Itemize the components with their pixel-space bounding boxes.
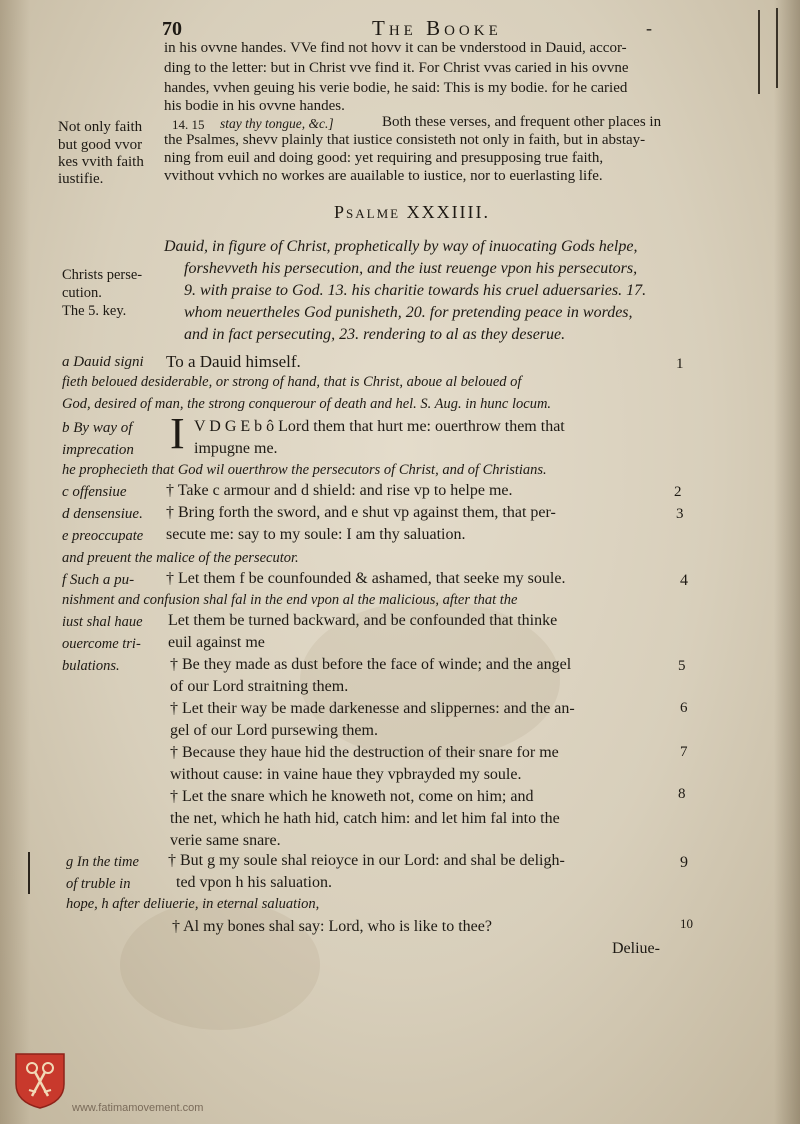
- margin-note-faith: Not only faith: [58, 119, 143, 135]
- note-h: hope, h after deliuerie, in eternal saluation,: [66, 896, 320, 912]
- verse-number: 5: [678, 658, 686, 674]
- page-number: 70: [162, 18, 182, 40]
- verse-line: Let them be turned backward, and be confounded that thinke: [168, 612, 558, 629]
- verse-number: 10: [680, 916, 693, 931]
- verse-line: † Let their way be made darkenesse and slippernes: and the an-: [170, 700, 575, 717]
- page-spine-right: [774, 0, 800, 1124]
- argument-margin: cution.: [62, 285, 102, 301]
- fatima-movement-logo: [14, 1052, 66, 1110]
- psalm-title: Psalme XXXIIII.: [334, 202, 491, 222]
- verse-line: † But g my soule shal reioyce in our Lord: and shal be deligh-: [168, 852, 565, 869]
- top-text-line: his bodie in his ovvne handes.: [164, 98, 345, 114]
- verse-line: † Bring forth the sword, and e shut vp against them, that per-: [166, 504, 556, 521]
- verse-number: 9: [680, 854, 688, 871]
- note-line: Both these verses, and frequent other places in: [382, 114, 662, 130]
- verse-line: † Because they haue hid the destruction of their snare for me: [170, 744, 559, 761]
- note-f: nishment and confusion shal fal in the end vpon al the malicious, after that the: [62, 592, 518, 608]
- margin-note-b: b By way of: [62, 420, 133, 436]
- argument-margin: Christs perse-: [62, 267, 143, 283]
- top-text-line: handes, vvhen geuing his verie bodie, he said: This is my bodie. for he caried: [164, 80, 628, 96]
- verse-line: the net, which he hath hid, catch him: and let him fal into the: [170, 810, 560, 827]
- note-line: the Psalmes, shevv plainly that iustice consisteth not only in faith, but in abstay-: [164, 132, 646, 148]
- verse-number: 7: [680, 744, 688, 760]
- top-text-line: ding to the letter: but in Christ vve find it. For Christ vvas caried in his ovvne: [164, 60, 629, 76]
- verse-line: † Al my bones shal say: Lord, who is like to thee?: [172, 918, 492, 935]
- note-line: vvithout vvhich no workes are auailable to iustice, nor to euerlasting life.: [164, 168, 603, 184]
- margin-note-c: c offensiue: [62, 484, 127, 500]
- margin-note-g: g In the time: [66, 854, 139, 870]
- argument-margin: The 5. key.: [62, 303, 127, 319]
- verse-line: of our Lord straitning them.: [170, 678, 349, 695]
- verse-line: impugne me.: [194, 440, 278, 457]
- margin-pen-stroke: [28, 852, 30, 894]
- right-margin-rule: [758, 10, 760, 94]
- note-b: he prophecieth that God wil ouerthrow the persecutors of Christ, and of Christians.: [62, 462, 547, 478]
- verse-line: gel of our Lord pursewing them.: [170, 722, 378, 739]
- note-reference-text: stay thy tongue, &c.]: [220, 116, 334, 131]
- argument-line: forshevveth his persecution, and the iust reuenge vpon his persecutors,: [184, 260, 638, 277]
- note-a-line: God, desired of man, the strong conquerour of death and hel. S. Aug. in hunc locum.: [62, 396, 552, 412]
- margin-note-faith: kes vvith faith: [58, 154, 144, 170]
- footer-url[interactable]: www.fatimamovement.com: [72, 1102, 204, 1114]
- catchword: Deliue-: [612, 940, 660, 957]
- right-margin-rule-2: [776, 8, 778, 88]
- verse-number: 6: [680, 700, 688, 716]
- verse-number: 2: [674, 484, 682, 500]
- verse-number: 4: [680, 572, 688, 589]
- verse-line: † Let them f be counfounded & ashamed, that seeke my soule.: [166, 570, 566, 587]
- verse-number: 3: [676, 506, 684, 522]
- argument-line: whom neuertheles God punisheth, 20. for pretending peace in wordes,: [184, 304, 633, 321]
- verse-line: V D G E b ô Lord them that hurt me: ouerthrow them that: [194, 418, 565, 435]
- verse-line: euil against me: [168, 634, 265, 651]
- margin-note-f: f Such a pu-: [62, 572, 135, 588]
- page-shadow-left: [0, 0, 30, 1124]
- verse-line: secute me: say to my soule: I am thy saluation.: [166, 526, 466, 543]
- verse-number: 1: [676, 356, 684, 372]
- header-mark: -: [646, 18, 652, 38]
- margin-note-b: imprecation: [62, 442, 134, 458]
- note-reference: 14. 15: [172, 117, 205, 132]
- margin-note-d: d densensiue.: [62, 506, 143, 522]
- margin-note-a: a Dauid signi: [62, 354, 144, 370]
- keys-emblem-icon: [14, 1052, 66, 1110]
- margin-note-f-cont: ouercome tri-: [62, 636, 141, 652]
- margin-note-f-cont: bulations.: [62, 658, 120, 674]
- note-a-line: fieth beloued desiderable, or strong of hand, that is Christ, aboue al beloued of: [62, 374, 522, 390]
- verse-line: verie same snare.: [170, 832, 281, 849]
- verse-line: † Take c armour and d shield: and rise vp to helpe me.: [166, 482, 513, 499]
- verse-line: † Be they made as dust before the face of winde; and the angel: [170, 656, 572, 673]
- margin-note-g-cont: of truble in: [66, 876, 131, 892]
- running-title: The Booke: [372, 16, 502, 40]
- argument-line: 9. with praise to God. 13. his charitie towards his cruel aduersaries. 17.: [184, 282, 647, 299]
- verse-number: 8: [678, 786, 686, 802]
- verse-title: To a Dauid himself.: [166, 352, 301, 371]
- drop-cap: I: [170, 409, 185, 458]
- verse-line: † Let the snare which he knoweth not, come on him; and: [170, 788, 534, 805]
- note-line: ning from euil and doing good: yet requiring and presupposing true faith,: [164, 150, 604, 166]
- margin-note-faith: but good vvor: [58, 137, 143, 153]
- margin-note-e: e preoccupate: [62, 528, 144, 544]
- verse-line: ted vpon h his saluation.: [176, 874, 332, 891]
- margin-note-faith: iustifie.: [58, 171, 104, 187]
- argument-line: and in fact persecuting, 23. rendering to al as they deserue.: [184, 326, 566, 343]
- note-e: and preuent the malice of the persecutor.: [62, 550, 299, 566]
- top-text-line: in his ovvne handes. VVe find not hovv it can be vnderstood in Dauid, accor-: [164, 40, 627, 56]
- argument-line: Dauid, in figure of Christ, prophetically by way of inuocating Gods helpe,: [164, 238, 638, 255]
- verse-line: without cause: in vaine haue they vpbrayded my soule.: [170, 766, 522, 783]
- margin-note-f-cont: iust shal haue: [62, 614, 143, 630]
